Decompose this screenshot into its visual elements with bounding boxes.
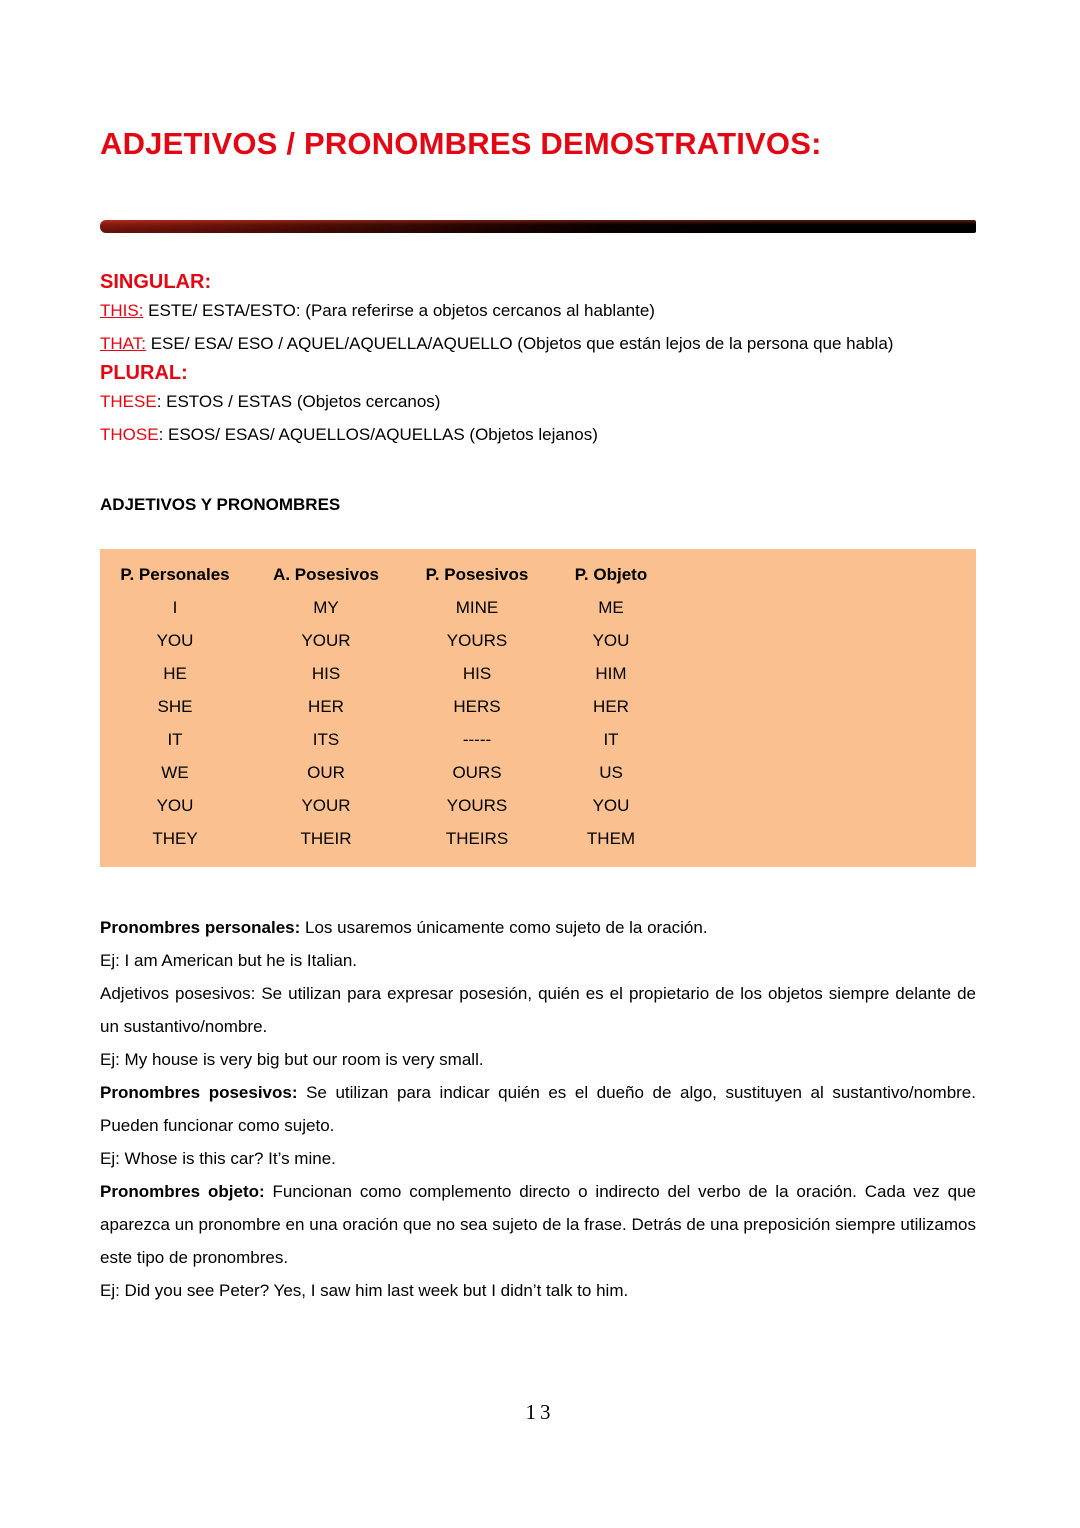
table-cell: HER bbox=[593, 697, 629, 716]
paragraph-text: Se utilizan para indicar quién es el dueño de algo, sustituyen al sustantivo/nombre. Pueden funcionar como sujeto. bbox=[100, 1083, 976, 1135]
table-cell: HERS bbox=[453, 697, 501, 716]
table-section-heading: ADJETIVOS Y PRONOMBRES bbox=[100, 495, 341, 514]
table-cell: IT bbox=[603, 730, 619, 749]
table-cell: YOURS bbox=[446, 796, 508, 815]
page-title: ADJETIVOS / PRONOMBRES DEMOSTRATIVOS: bbox=[100, 126, 822, 161]
table-cell: YOU bbox=[592, 796, 630, 815]
paragraph-text: Ej: I am American but he is Italian. bbox=[100, 951, 358, 970]
table-filler-cell bbox=[670, 591, 976, 624]
table-cell: ME bbox=[598, 598, 624, 617]
table-cell: MINE bbox=[455, 598, 499, 617]
table-cell: US bbox=[599, 763, 623, 782]
term-these: THESE bbox=[100, 392, 157, 411]
table-cell: ITS bbox=[312, 730, 340, 749]
paragraph-example bbox=[100, 1043, 976, 1076]
table-cell: YOU bbox=[592, 631, 630, 650]
definition-text: ESE/ ESA/ ESO / AQUEL/AQUELLA/AQUELLO (Objetos que están lejos de la persona que habla) bbox=[145, 334, 894, 353]
table-cell: OUR bbox=[307, 763, 345, 782]
paragraph-lead: Pronombres objeto: bbox=[100, 1182, 265, 1201]
table-header-cell: P. Objeto bbox=[574, 565, 648, 584]
paragraph-lead: Pronombres personales: bbox=[100, 918, 301, 937]
table-cell: HIM bbox=[595, 664, 627, 683]
table-cell: THEIR bbox=[300, 829, 352, 848]
table-filler-cell bbox=[670, 657, 976, 690]
decorative-divider bbox=[100, 220, 976, 233]
paragraph-text: Funcionan como complemento directo o indirecto del verbo de la oración. Cada vez que aparezca un pronombre en una oración que no sea sujeto de la frase. Detrás de una preposición siempre utilizamos este tipo de pronombres. bbox=[100, 1182, 976, 1267]
paragraph-adjetivos-posesivos bbox=[100, 977, 976, 1043]
definition-line-those bbox=[100, 418, 976, 451]
term-those: THOSE bbox=[100, 425, 159, 444]
table-cell: HER bbox=[308, 697, 344, 716]
table-header-cell: P. Personales bbox=[120, 565, 230, 584]
term-that: THAT: bbox=[100, 334, 146, 353]
table-cell: THEM bbox=[586, 829, 636, 848]
table-cell: OURS bbox=[452, 763, 502, 782]
definition-text: ESTE/ ESTA/ESTO: (Para referirse a objetos cercanos al hablante) bbox=[143, 301, 655, 320]
table-cell: YOUR bbox=[301, 631, 351, 650]
table-cell: I bbox=[172, 598, 178, 617]
explanation-paragraphs bbox=[100, 911, 976, 1307]
table-cell: WE bbox=[161, 763, 189, 782]
paragraph-text: Ej: Did you see Peter? Yes, I saw him last week but I didn’t talk to him. bbox=[100, 1281, 629, 1300]
table-filler-cell bbox=[670, 624, 976, 657]
table-row bbox=[100, 657, 976, 690]
table-cell: YOUR bbox=[301, 796, 351, 815]
table-header-row bbox=[100, 558, 976, 591]
table-cell: YOU bbox=[156, 796, 194, 815]
definition-text: : ESOS/ ESAS/ AQUELLOS/AQUELLAS (Objetos lejanos) bbox=[158, 425, 598, 444]
definition-line-that bbox=[100, 327, 976, 360]
table-filler-cell bbox=[670, 690, 976, 723]
paragraph-lead: Pronombres posesivos: bbox=[100, 1083, 298, 1102]
table-row bbox=[100, 822, 976, 855]
paragraph-pronombres-posesivos bbox=[100, 1076, 976, 1142]
page-content bbox=[100, 0, 976, 1307]
table-filler-cell bbox=[670, 558, 976, 591]
paragraph-example bbox=[100, 1142, 976, 1175]
table-row bbox=[100, 591, 976, 624]
term-this: THIS: bbox=[100, 301, 144, 320]
table-cell: MY bbox=[313, 598, 339, 617]
table-cell: ----- bbox=[462, 730, 492, 749]
page-number: 13 bbox=[525, 1400, 555, 1424]
table-cell: HIS bbox=[311, 664, 341, 683]
table-filler-cell bbox=[670, 822, 976, 855]
table-cell: HIS bbox=[462, 664, 492, 683]
paragraph-personales bbox=[100, 911, 976, 944]
table-filler-cell bbox=[670, 756, 976, 789]
plural-heading: PLURAL: bbox=[100, 362, 188, 384]
paragraph-text: Adjetivos posesivos: Se utilizan para expresar posesión, quién es el propietario de los objetos siempre delante de un sustantivo/nombre. bbox=[100, 984, 976, 1036]
table-filler-cell bbox=[670, 723, 976, 756]
table-row bbox=[100, 690, 976, 723]
table-row bbox=[100, 624, 976, 657]
definition-line-these bbox=[100, 385, 976, 418]
definition-text: : ESTOS / ESTAS (Objetos cercanos) bbox=[156, 392, 441, 411]
paragraph-text: Ej: Whose is this car? It’s mine. bbox=[100, 1149, 336, 1168]
table-cell: SHE bbox=[157, 697, 193, 716]
definition-line-this bbox=[100, 294, 976, 327]
paragraph-pronombres-objeto bbox=[100, 1175, 976, 1274]
paragraph-text: Los usaremos únicamente como sujeto de la oración. bbox=[300, 918, 708, 937]
table-row bbox=[100, 789, 976, 822]
singular-heading: SINGULAR: bbox=[100, 271, 212, 293]
pronoun-table bbox=[100, 549, 976, 867]
table-cell: IT bbox=[167, 730, 183, 749]
table-cell: YOU bbox=[156, 631, 194, 650]
table-cell: THEY bbox=[152, 829, 198, 848]
paragraph-example bbox=[100, 944, 976, 977]
table-cell: THEIRS bbox=[445, 829, 509, 848]
table-header-cell: A. Posesivos bbox=[273, 565, 379, 584]
table-cell: HE bbox=[163, 664, 187, 683]
paragraph-text: Ej: My house is very big but our room is very small. bbox=[100, 1050, 484, 1069]
paragraph-example bbox=[100, 1274, 976, 1307]
table-row bbox=[100, 756, 976, 789]
table-row bbox=[100, 723, 976, 756]
table-filler-cell bbox=[670, 789, 976, 822]
table-header-cell: P. Posesivos bbox=[425, 565, 529, 584]
table-cell: YOURS bbox=[446, 631, 508, 650]
